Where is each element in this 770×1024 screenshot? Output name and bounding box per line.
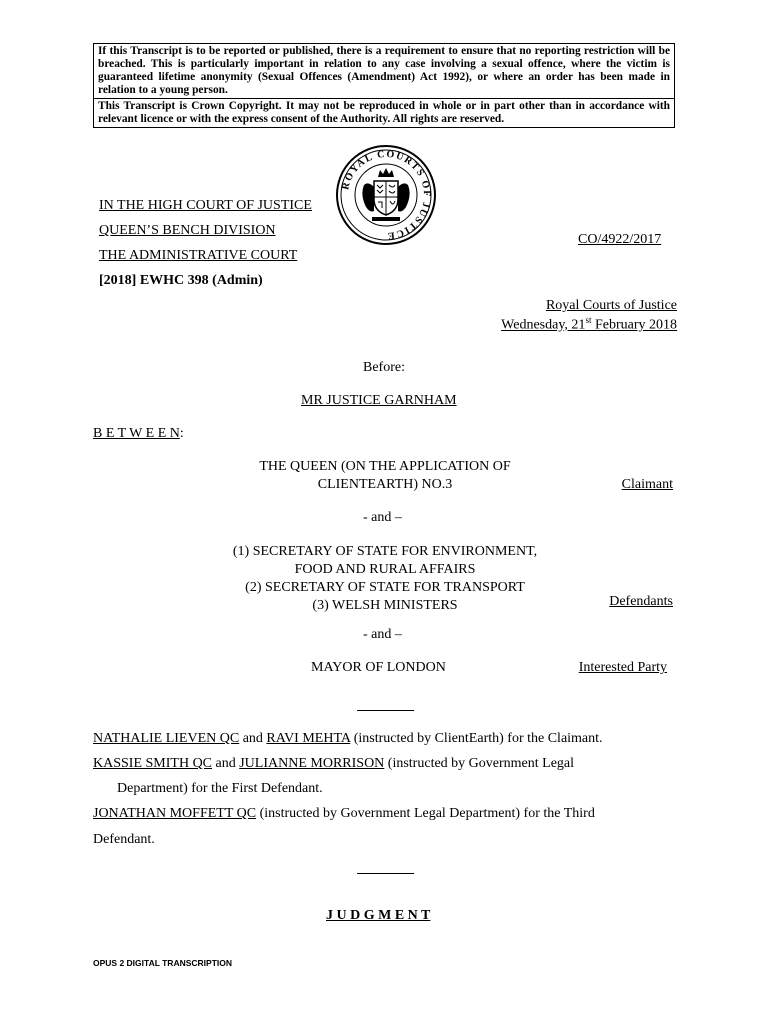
- and-separator-2: - and –: [363, 627, 402, 642]
- divider-rule: [357, 873, 414, 874]
- counsel-claimant: NATHALIE LIEVEN QC and RAVI MEHTA (instructed by ClientEarth) for the Claimant.: [93, 731, 603, 746]
- reporting-restriction-notice: If this Transcript is to be reported or published, there is a requirement to ensure that no reporting restriction will be breached. This is particularly important in relation to any case involving a sexual offence, where the victim is guaranteed lifetime anonymity (Sexual Offences (Amendment) Act 1992), or where an order has been made in relation to a young person.: [94, 44, 674, 99]
- counsel-third-defendant: JONATHAN MOFFETT QC (instructed by Government Legal Department) for the Third: [93, 806, 595, 821]
- reporting-notice-box: [93, 43, 675, 128]
- counsel-third-defendant-cont: Defendant.: [93, 832, 155, 847]
- footer-transcriber: OPUS 2 DIGITAL TRANSCRIPTION: [93, 958, 233, 968]
- court-branch: THE ADMINISTRATIVE COURT: [99, 248, 298, 263]
- claimant-name: THE QUEEN (ON THE APPLICATION OF CLIENTEARTH) NO.3: [259, 459, 511, 492]
- defendants-role: Defendants: [609, 594, 673, 609]
- division-name: QUEEN’S BENCH DIVISION: [99, 223, 276, 238]
- judgment-heading: J U D G M E N T: [326, 908, 431, 923]
- hearing-date: Wednesday, 21st February 2018: [501, 315, 677, 333]
- case-number: CO/4922/2017: [578, 232, 662, 247]
- court-venue: Royal Courts of Justice: [545, 298, 677, 313]
- claimant-role: Claimant: [621, 477, 673, 492]
- judge-name: MR JUSTICE GARNHAM: [301, 393, 457, 408]
- neutral-citation: [2018] EWHC 398 (Admin): [99, 273, 263, 288]
- interested-party-role: Interested Party: [578, 660, 667, 675]
- defendants-names: (1) SECRETARY OF STATE FOR ENVIRONMENT, FOOD AND RURAL AFFAIRS (2) SECRETARY OF STATE FOR TRANSPORT (3) WELSH MINISTERS: [232, 544, 538, 613]
- counsel-first-defendant: KASSIE SMITH QC and JULIANNE MORRISON (instructed by Government Legal: [93, 756, 575, 771]
- counsel-first-defendant-cont: Department) for the First Defendant.: [117, 781, 323, 796]
- before-label: Before:: [363, 360, 405, 375]
- crest-ring-text: ROYAL COURTS OF JUSTICE: [340, 148, 433, 242]
- and-separator-1: - and –: [363, 510, 402, 525]
- divider-rule: [357, 710, 414, 711]
- royal-coat-of-arms-icon: [334, 143, 438, 247]
- crown-copyright-notice: This Transcript is Crown Copyright. It may not be reproduced in whole or in part other than in accordance with relevant licence or with the express consent of the Authority. All rights are reserved.: [98, 100, 670, 125]
- interested-party-name: MAYOR OF LONDON: [311, 660, 446, 675]
- between-label: B E T W E E N:: [93, 426, 184, 441]
- court-name: IN THE HIGH COURT OF JUSTICE: [99, 198, 312, 213]
